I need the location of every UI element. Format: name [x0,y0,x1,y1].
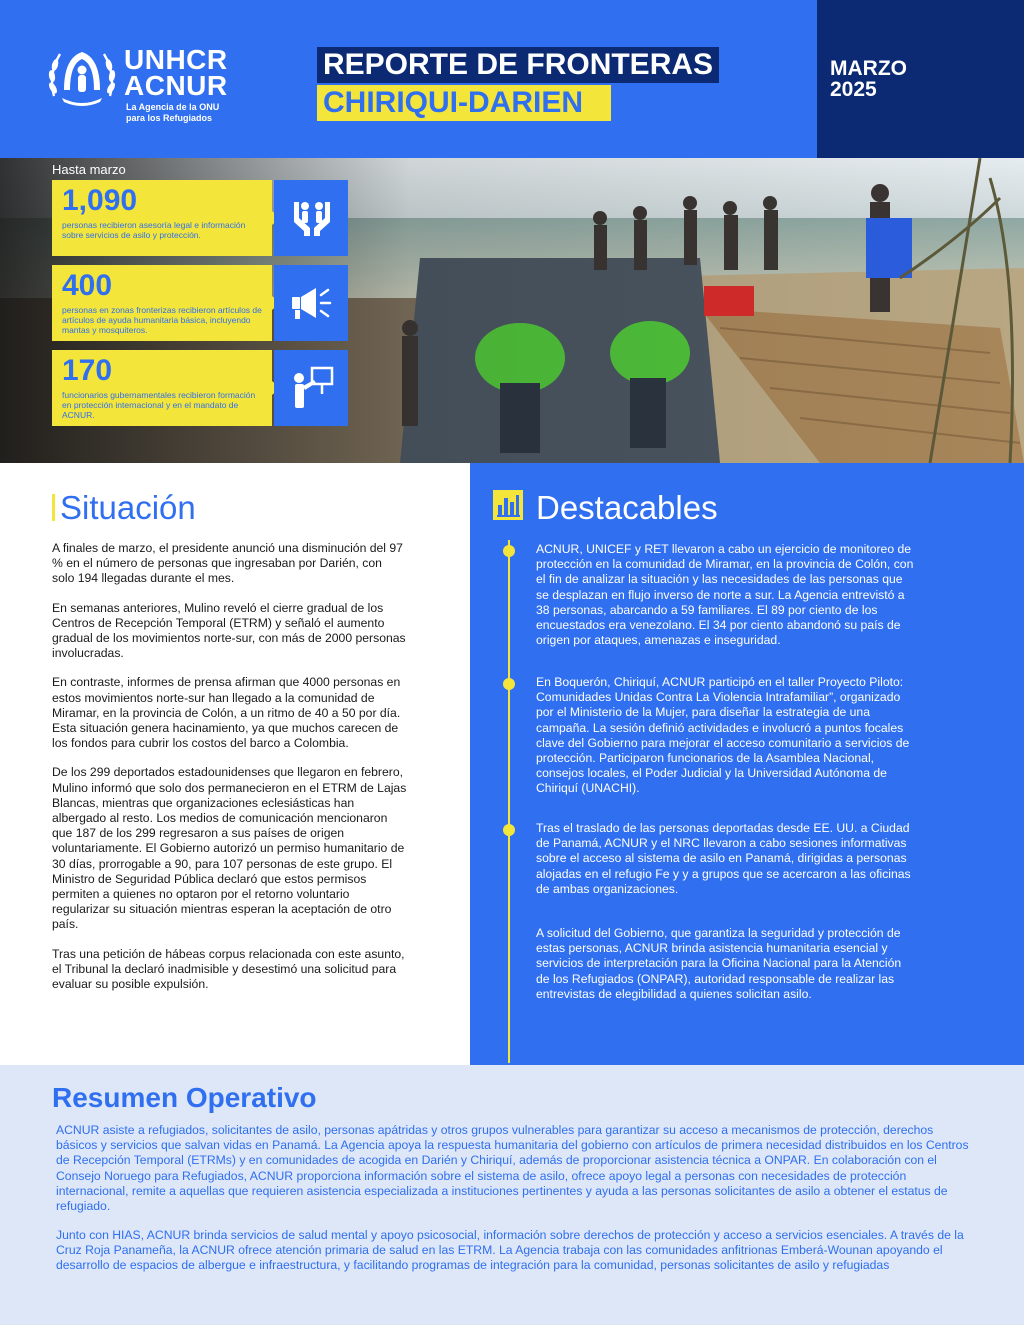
destacable-item: En Boquerón, Chiriquí, ACNUR participó en el taller Proyecto Piloto: Comunidades Unidas Contra La Violencia Intrafamiliar”, organizado por el Ministerio de la Mujer, para diseñar la estrategia de una campaña. La sesión definió actividades e involucró a puntos focales clave del Gobierno para mejorar el acceso comunitario a servicios de protección. Participaron funcionarios de la Asamblea Nacional, consejos locales, el Poder Judicial y la Universidad Autónoma de Chiriquí (UNACHI). [536,675,910,796]
stat-card-text-box [52,265,272,341]
stat-icon-box [274,180,348,256]
presenter-board-icon [290,364,334,412]
situacion-paragraph: A finales de marzo, el presidente anunció una disminución del 97 % en el número de personas que ingresaban por Darién, con solo 194 llegadas durante el mes. [52,541,403,586]
stat-card-training [52,350,348,426]
stat-card-text-box [52,350,272,426]
unhcr-logo [44,44,264,124]
resumen-paragraph: Junto con HIAS, ACNUR brinda servicios de salud mental y apoyo psicosocial, información sobre derechos de protección y acceso a servicios esenciales. A través de la Cruz Roja Panameña, la ACNUR ofrece atención primaria de salud en las ETRM. La Agencia trabaja con las comunidades anfitrionas Emberá-Wounan apoyando el desarrollo de espacios de albergue e infraestructura, y facilitando programas de integración para la comunidad, personas solicitantes de asilo y refugiadas [56,1228,964,1273]
situacion-body [52,541,407,1006]
megaphone-icon [290,279,334,327]
stat-number: 400 [62,269,113,302]
stat-number: 170 [62,354,113,387]
timeline-line [508,540,510,1063]
destacable-item: ACNUR, UNICEF y RET llevaron a cabo un ejercicio de monitoreo de protección en la comunidad de Miramar, en la provincia de Colón, con el fin de analizar la situación y las necesidades de las personas que se desplazan en flujo inverso de norte a sur. La Agencia entrevistó a 38 personas, abarcando a 59 familiares. El 89 por ciento de los encuestados era venezolano. El 34 por ciento abandonó su país de origen por ataques, amenazas e inseguridad. [536,542,914,648]
logo-tagline: La Agencia de la ONU para los Refugiados [126,102,220,123]
stat-icon-box [274,350,348,426]
hands-people-icon [290,194,334,242]
destacables-heading: Destacables [536,489,718,526]
resumen-paragraph: ACNUR asiste a refugiados, solicitantes de asilo, personas apátridas y otros grupos vulnerables para garantizar su acceso a mecanismos de protección, derechos básicos y servicios que salvan vidas en Panamá. La Agencia apoya la respuesta humanitaria del gobierno con artículos de primera necesidad distribuidos en los Centros de Recepción Temporal (ETRMs) y en comunidades de acogida en Darién y Chiriquí, además de proporcionar asistencia técnica a ONPAR. En colaboración con el Consejo Noruego para Refugiados, ACNUR proporciona información sobre el sistema de asilo, ofrece apoyo legal a personas con necesidades de protección internacional, remite a aquellas que requieren asistencia especializada a instituciones pertinentes y ayuda a las personas solicitantes de asilo a obtener el estatus de refugiado. [56,1123,969,1214]
stat-description: funcionarios gubernamentales recibieron formación en protección internacional y en el mandato de ACNUR. [62,390,256,420]
timeline-dot [503,824,515,836]
stat-card-text-box [52,180,272,256]
report-date: MARZO 2025 [830,57,907,101]
situacion-paragraph: De los 299 deportados estadounidenses que llegaron en febrero, Mulino informó que solo dos permanecieron en el ETRM de Lajas Blancas, mientras que organizaciones eclesiásticas han albergado al resto. Los medios de comunicación mencionaron que 187 de los 299 regresaron a sus países de origen voluntariamente. El Gobierno autorizó un permiso humanitario de 30 días, prorrogable a 90, para 107 personas de este grupo. El Ministro de Seguridad Pública declaró que estos permisos permiten a quienes no optaron por el retorno voluntario regularizar su situación mientras esperan la aceptación de otro país. [52,765,407,932]
unhcr-emblem-icon [44,44,120,110]
stat-icon-box [274,265,348,341]
stat-description: personas en zonas fronterizas recibieron artículos de artículos de ayuda humanitaria básica, incluyendo mantas y mosquiteros. [62,305,262,335]
timeline-dot [503,545,515,557]
destacable-item: Tras el traslado de las personas deportadas desde EE. UU. a Ciudad de Panamá, ACNUR y el NRC llevaron a cabo sesiones informativas sobre el acceso al sistema de asilo en Panamá, dirigidas a personas alojadas en el refugio Fe y y a grupos que se acercaron a las oficinas de ambas organizaciones. [536,821,911,896]
situacion-paragraph: Tras una petición de hábeas corpus relacionada con este asunto, el Tribunal la declaró inadmisible y desestimó una solicitud para evaluar su posible expulsión. [52,946,405,992]
stat-card-humanitarian-aid [52,265,348,341]
resumen-heading: Resumen Operativo [52,1082,317,1113]
stat-number: 1,090 [62,184,138,217]
situacion-paragraph: En contraste, informes de prensa afirman que 4000 personas en estos movimientos norte-sur han llegado a la comunidad de Miramar, en la provincia de Colón, a un ritmo de 40 a 50 por día. Esta situación genera hacinamiento, ya que muchos carecen de los fondos para cubrir los costos del barco a Colombia. [52,675,401,751]
logo-name-acnur: ACNUR [124,70,228,101]
logo-name-unhcr: UNHCR [124,44,228,75]
stat-card-legal-advice [52,180,348,256]
situacion-paragraph: En semanas anteriores, Mulino reveló el cierre gradual de los Centros de Recepción Temporal (ETRM) y señaló el aumento gradual de los movimientos norte-sur, con más de 2000 personas involucradas. [52,600,406,661]
destacable-item: A solicitud del Gobierno, que garantiza la seguridad y protección de estas personas, ACNUR brinda asistencia humanitaria esencial y servicios de interpretación para la Oficina Nacional para la Atención de los Refugiados (ONPAR), autoridad responsable de realizar las entrevistas de elegibilidad a quienes solicitan asilo. [536,926,902,1001]
stat-description: personas recibieron asesoría legal e información sobre servicios de asilo y protección. [62,220,246,240]
bar-chart-icon [493,490,523,520]
report-title: REPORTE DE FRONTERAS [317,47,719,83]
situacion-heading: Situación [60,489,196,526]
report-subtitle: CHIRIQUI-DARIEN [317,85,611,121]
stats-period-label: Hasta marzo [52,162,126,177]
timeline-dot [503,678,515,690]
